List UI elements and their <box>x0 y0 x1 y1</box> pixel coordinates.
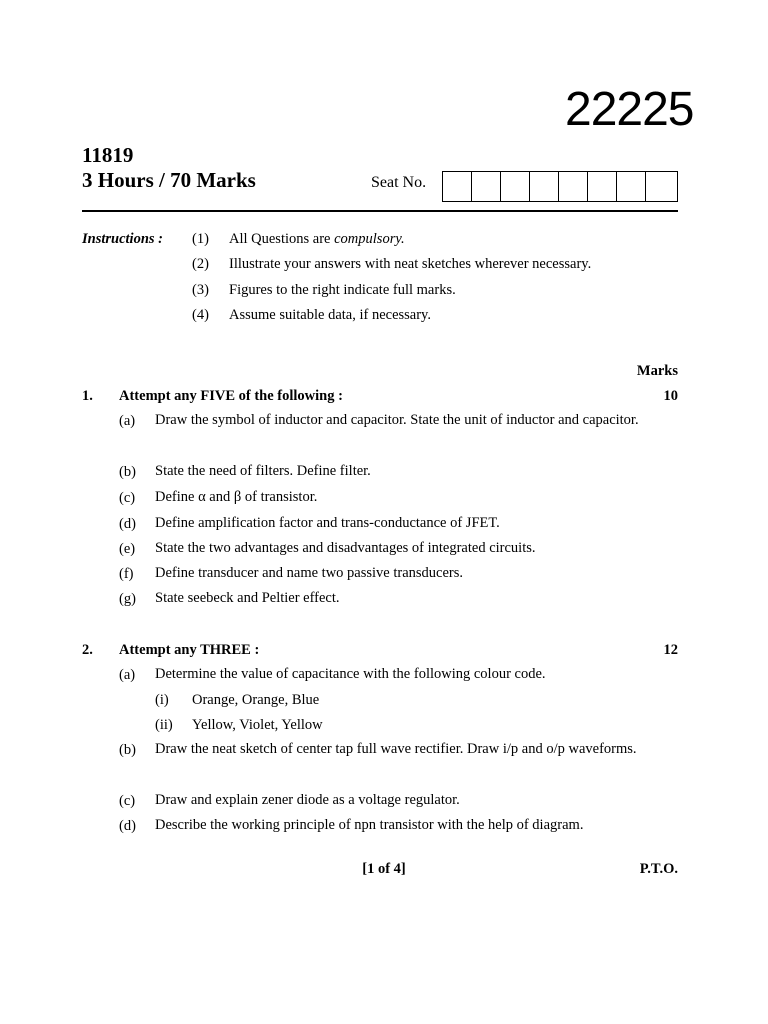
subquestion-label: (g) <box>119 591 136 607</box>
page-number: [1 of 4] <box>362 861 406 877</box>
question-number: 1. <box>82 388 93 404</box>
subquestion-label: (a) <box>119 667 136 683</box>
seat-number-boxes[interactable] <box>442 171 678 202</box>
subquestion-text: Define transducer and name two passive transducers. <box>155 565 464 581</box>
question-title: Attempt any THREE : <box>119 642 260 658</box>
subquestion-label: (d) <box>119 516 136 532</box>
seat-box[interactable] <box>588 172 617 201</box>
seat-box[interactable] <box>559 172 588 201</box>
please-turn-over: P.T.O. <box>639 861 678 877</box>
duration-marks: 3 Hours / 70 Marks <box>82 168 256 192</box>
subquestion-label: (e) <box>119 541 136 557</box>
subquestion-text: State the two advantages and disadvantages of integrated circuits. <box>155 540 536 556</box>
seat-number-label: Seat No. <box>371 174 427 191</box>
instruction-number: (1) <box>192 231 209 247</box>
subquestion-label: (a) <box>119 413 136 429</box>
sub-subquestion-label: (i) <box>155 692 169 708</box>
subquestion-text: Define α and β of transistor. <box>155 489 318 505</box>
instruction-text: All Questions are compulsory. <box>229 231 405 247</box>
instruction-text: Figures to the right indicate full marks. <box>229 282 456 298</box>
instructions-label: Instructions : <box>82 231 163 247</box>
subquestion-label: (f) <box>119 566 134 582</box>
instruction-number: (2) <box>192 256 209 272</box>
seat-box[interactable] <box>646 172 677 201</box>
subquestion-text: Describe the working principle of npn transistor with the help of diagram. <box>155 817 584 833</box>
instruction-text: Illustrate your answers with neat sketches wherever necessary. <box>229 256 592 272</box>
question-title: Attempt any FIVE of the following : <box>119 388 343 404</box>
subquestion-label: (c) <box>119 793 136 809</box>
subquestion-text: State seebeck and Peltier effect. <box>155 590 340 606</box>
subquestion-label: (b) <box>119 742 136 758</box>
marks-column-heading: Marks <box>636 363 678 379</box>
seat-box[interactable] <box>501 172 530 201</box>
sub-subquestion-label: (ii) <box>155 717 173 733</box>
subquestion-text: State the need of filters. Define filter. <box>155 463 371 479</box>
subquestion-text: Define amplification factor and trans-conductance of JFET. <box>155 515 500 531</box>
subquestion-text: Draw the neat sketch of center tap full wave rectifier. Draw i/p and o/p waveforms. <box>155 741 637 757</box>
instruction-number: (4) <box>192 307 209 323</box>
question-number: 2. <box>82 642 93 658</box>
question-paper-code: 22225 <box>565 83 694 136</box>
sub-subquestion-text: Yellow, Violet, Yellow <box>192 717 323 733</box>
subquestion-text: Determine the value of capacitance with the following colour code. <box>155 666 546 682</box>
question-marks: 12 <box>663 642 678 658</box>
seat-box[interactable] <box>530 172 559 201</box>
instruction-text: Assume suitable data, if necessary. <box>229 307 431 323</box>
question-marks: 10 <box>663 388 678 404</box>
subquestion-label: (b) <box>119 464 136 480</box>
instruction-number: (3) <box>192 282 209 298</box>
subquestion-label: (d) <box>119 818 136 834</box>
header-divider <box>82 210 678 212</box>
seat-box[interactable] <box>443 172 472 201</box>
subquestion-text: Draw and explain zener diode as a voltage regulator. <box>155 792 460 808</box>
seat-box[interactable] <box>617 172 646 201</box>
paper-code: 11819 <box>82 143 134 167</box>
sub-subquestion-text: Orange, Orange, Blue <box>192 692 320 708</box>
subquestion-text: Draw the symbol of inductor and capacitor. State the unit of inductor and capacitor. <box>155 412 639 428</box>
subquestion-label: (c) <box>119 490 136 506</box>
seat-box[interactable] <box>472 172 501 201</box>
